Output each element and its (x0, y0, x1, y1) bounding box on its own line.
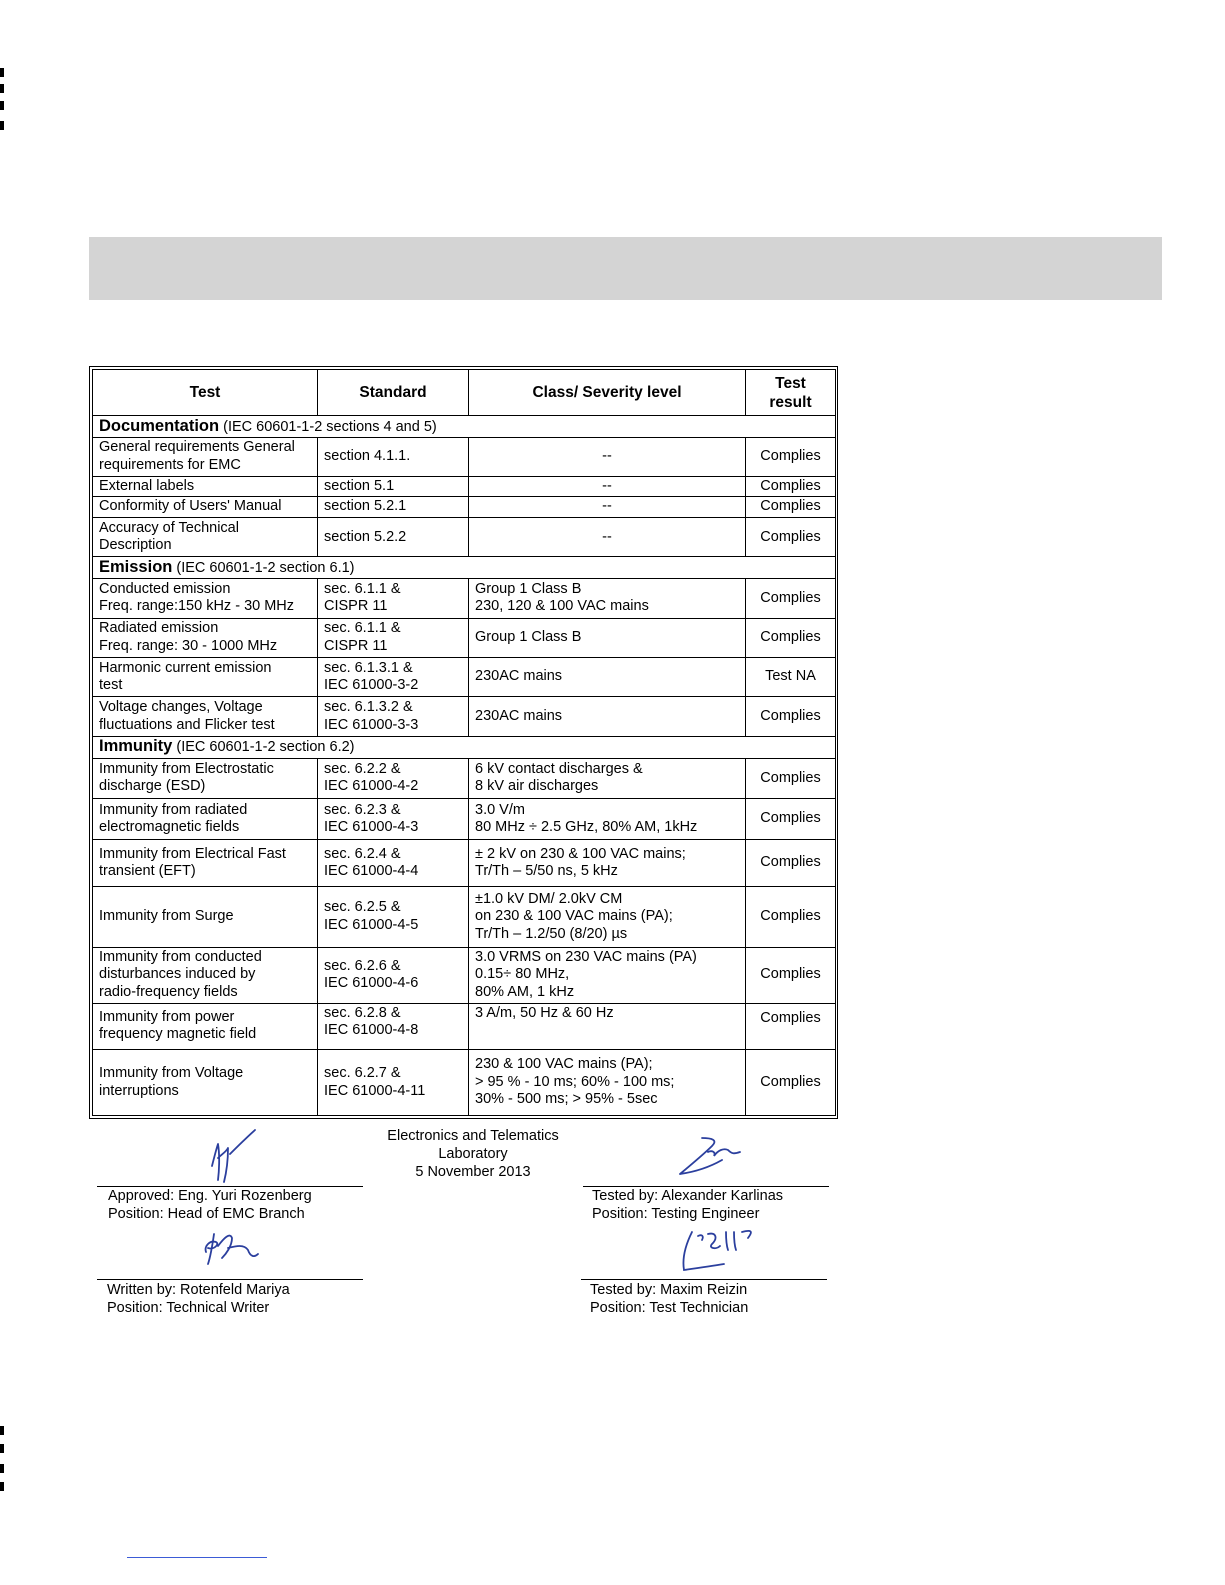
cell-test-text: Immunity from Electrical Fast transient (EFT) (99, 845, 286, 880)
cell-class (469, 618, 746, 657)
cell-result-text: Complies (760, 477, 821, 494)
signature-tested2 (668, 1224, 778, 1280)
cell-result-text: Complies (760, 1009, 821, 1026)
cell-class-text: -- (602, 528, 612, 545)
cell-standard (318, 438, 469, 476)
report-date: 5 November 2013 (415, 1164, 531, 1180)
cell-test (93, 618, 318, 657)
cell-result (746, 799, 836, 840)
cell-test (93, 476, 318, 497)
cell-standard-text: section 5.2.2 (324, 528, 407, 545)
cell-class (469, 758, 746, 798)
approved-block (108, 1187, 312, 1223)
cell-class (469, 438, 746, 476)
cell-test (93, 438, 318, 476)
cell-result-text: Complies (760, 810, 821, 827)
cell-result (746, 886, 836, 947)
cell-class-text: Group 1 Class B 230, 120 & 100 VAC mains (475, 580, 649, 615)
cell-test-text: Voltage changes, Voltage fluctuations and Flicker test (99, 699, 275, 733)
cell-result (746, 618, 836, 657)
signature-written (196, 1224, 266, 1272)
cell-test (93, 886, 318, 947)
cell-result-text: Complies (760, 528, 821, 545)
crop-mark (0, 1444, 4, 1453)
header-result: Test result (746, 370, 836, 416)
cell-standard-text: section 5.1 (324, 477, 395, 494)
tested1-block (592, 1187, 783, 1223)
section-row (93, 736, 836, 758)
cell-result-text: Test NA (765, 668, 816, 685)
cell-standard (318, 476, 469, 497)
cell-standard-text: sec. 6.2.7 & IEC 61000-4-11 (324, 1065, 426, 1099)
section-title (93, 736, 836, 758)
crop-mark (0, 1482, 4, 1491)
cell-result-text: Complies (760, 707, 821, 724)
cell-result-text: Complies (760, 448, 821, 465)
table-row (93, 497, 836, 518)
cell-test-text: External labels (99, 477, 195, 494)
cell-standard (318, 758, 469, 798)
cell-standard-text: sec. 6.2.8 & IEC 61000-4-8 (324, 1004, 419, 1039)
cell-class-text: 3.0 V/m 80 MHz ÷ 2.5 GHz, 80% AM, 1kHz (475, 801, 698, 836)
crop-mark (0, 101, 4, 110)
cell-class-text: 3.0 VRMS on 230 VAC mains (PA) 0.15÷ 80 MHz, 80% AM, 1 kHz (475, 948, 697, 1000)
cell-result-text: Complies (760, 498, 821, 515)
cell-standard (318, 579, 469, 618)
footer-link-underline (127, 1557, 267, 1558)
cell-class (469, 886, 746, 947)
cell-test-text: Immunity from Voltage interruptions (99, 1065, 244, 1099)
cell-test-text: Immunity from Surge (99, 908, 234, 924)
table-row (93, 518, 836, 557)
lab-name-line2: Laboratory (438, 1146, 508, 1162)
table-row (93, 579, 836, 618)
cell-result (746, 697, 836, 736)
signature-line-written (97, 1279, 363, 1280)
signature-approved (200, 1128, 270, 1188)
table-row (93, 438, 836, 476)
test-results-table (92, 369, 836, 1116)
cell-standard (318, 1050, 469, 1116)
section-row (93, 557, 836, 579)
cell-class-text: 230AC mains (475, 668, 563, 685)
cell-class (469, 518, 746, 557)
cell-result (746, 658, 836, 697)
section-reference: (IEC 60601-1-2 section 6.2) (172, 738, 355, 755)
cell-test-text: Conformity of Users' Manual (99, 498, 282, 515)
cell-test (93, 840, 318, 886)
approved-position: Position: Head of EMC Branch (108, 1206, 305, 1222)
cell-class-text: 230 & 100 VAC mains (PA); > 95 % - 10 ms; 60% - 100 ms; 30% - 500 ms; > 95% - 5sec (475, 1056, 675, 1108)
tested1-by: Tested by: Alexander Karlinas (592, 1188, 784, 1204)
cell-result-text: Complies (760, 854, 821, 871)
cell-class-text: -- (602, 498, 612, 515)
crop-mark (0, 121, 4, 130)
cell-standard (318, 658, 469, 697)
table-row (93, 758, 836, 798)
cell-class-text: -- (602, 448, 612, 465)
approved-by: Approved: Eng. Yuri Rozenberg (108, 1188, 312, 1204)
table-row (93, 476, 836, 497)
table-row (93, 697, 836, 736)
cell-class (469, 799, 746, 840)
tested1-position: Position: Testing Engineer (592, 1206, 760, 1222)
cell-result-text: Complies (760, 1073, 821, 1090)
cell-standard-text: sec. 6.2.5 & IEC 61000-4-5 (324, 899, 419, 933)
signature-line-tested2 (581, 1279, 827, 1280)
cell-class-text: 3 A/m, 50 Hz & 60 Hz (475, 1004, 614, 1021)
cell-test (93, 697, 318, 736)
section-reference: (IEC 60601-1-2 section 6.1) (172, 559, 355, 576)
cell-standard-text: sec. 6.2.6 & IEC 61000-4-6 (324, 957, 419, 992)
cell-test (93, 758, 318, 798)
cell-test (93, 1003, 318, 1049)
cell-result (746, 476, 836, 497)
cell-class-text: 6 kV contact discharges & 8 kV air discharges (475, 760, 643, 795)
cell-result (746, 1050, 836, 1116)
cell-test (93, 497, 318, 518)
cell-class-text: ± 2 kV on 230 & 100 VAC mains; Tr/Th – 5/50 ns, 5 kHz (475, 845, 686, 880)
cell-class (469, 1003, 746, 1049)
table-row (93, 886, 836, 947)
cell-class-text: 230AC mains (475, 707, 563, 724)
section-name: Documentation (99, 416, 220, 435)
section-name: Emission (99, 557, 173, 576)
cell-test-text: Immunity from power frequency magnetic field (99, 1008, 257, 1043)
cell-test-text: Immunity from conducted disturbances induced by radio-frequency fields (99, 948, 262, 1000)
cell-standard (318, 886, 469, 947)
header-test: Test (93, 370, 318, 416)
table-row (93, 799, 836, 840)
cell-result (746, 840, 836, 886)
cell-standard (318, 518, 469, 557)
cell-test-text: Conducted emission Freq. range:150 kHz - 30 MHz (99, 580, 295, 615)
signature-tested1 (672, 1132, 752, 1182)
cell-result-text: Complies (760, 629, 821, 646)
test-results-table-frame (89, 366, 838, 1119)
cell-result (746, 758, 836, 798)
cell-standard (318, 1003, 469, 1049)
header-standard: Standard (318, 370, 469, 416)
cell-test (93, 518, 318, 557)
lab-block (360, 1127, 586, 1181)
cell-class (469, 1050, 746, 1116)
table-row (93, 840, 836, 886)
cell-result-text: Complies (760, 966, 821, 983)
lab-name-line1: Electronics and Telematics (387, 1128, 559, 1144)
cell-result-text: Complies (760, 769, 821, 786)
cell-standard-text: sec. 6.2.3 & IEC 61000-4-3 (324, 801, 419, 836)
cell-result (746, 947, 836, 1003)
table-row (93, 1003, 836, 1049)
table-row (93, 618, 836, 657)
cell-test (93, 658, 318, 697)
cell-standard (318, 497, 469, 518)
cell-standard-text: sec. 6.1.1 & CISPR 11 (324, 580, 401, 615)
cell-result (746, 1003, 836, 1049)
cell-class (469, 658, 746, 697)
cell-standard-text: section 5.2.1 (324, 498, 407, 515)
cell-test (93, 579, 318, 618)
crop-mark (0, 1426, 4, 1435)
crop-mark (0, 68, 4, 77)
cell-standard (318, 697, 469, 736)
cell-test (93, 1050, 318, 1116)
tested2-block (590, 1281, 748, 1317)
cell-class-text: Group 1 Class B (475, 629, 582, 646)
section-reference: (IEC 60601-1-2 sections 4 and 5) (219, 418, 437, 435)
cell-test-text: General requirements General requirements for EMC (99, 439, 295, 473)
cell-standard-text: sec. 6.2.2 & IEC 61000-4-2 (324, 760, 419, 795)
table-row (93, 658, 836, 697)
header-class: Class/ Severity level (469, 370, 746, 416)
cell-result (746, 579, 836, 618)
section-title (93, 557, 836, 579)
table-row (93, 947, 836, 1003)
cell-class (469, 579, 746, 618)
cell-class (469, 697, 746, 736)
crop-mark (0, 84, 4, 93)
header-banner (89, 237, 1162, 300)
cell-test-text: Harmonic current emission test (99, 659, 272, 694)
section-name: Immunity (99, 736, 173, 755)
cell-result-text: Complies (760, 908, 821, 924)
cell-standard (318, 799, 469, 840)
cell-standard (318, 618, 469, 657)
cell-standard-text: sec. 6.1.3.2 & IEC 61000-3-3 (324, 699, 419, 733)
cell-test-text: Immunity from Electrostatic discharge (ESD) (99, 760, 274, 795)
crop-mark (0, 1464, 4, 1473)
cell-standard-text: sec. 6.1.1 & CISPR 11 (324, 620, 401, 654)
cell-result (746, 497, 836, 518)
cell-test (93, 947, 318, 1003)
cell-class (469, 840, 746, 886)
cell-test-text: Accuracy of Technical Description (99, 519, 239, 554)
table-header-row (93, 370, 836, 416)
written-position: Position: Technical Writer (107, 1300, 270, 1316)
cell-result (746, 518, 836, 557)
tested2-position: Position: Test Technician (590, 1300, 749, 1316)
written-by: Written by: Rotenfeld Mariya (107, 1282, 290, 1298)
cell-result-text: Complies (760, 589, 821, 606)
section-title (93, 416, 836, 438)
cell-standard (318, 840, 469, 886)
cell-standard-text: sec. 6.2.4 & IEC 61000-4-4 (324, 845, 419, 880)
written-block (107, 1281, 290, 1317)
cell-standard-text: sec. 6.1.3.1 & IEC 61000-3-2 (324, 659, 419, 694)
cell-class (469, 497, 746, 518)
cell-standard (318, 947, 469, 1003)
cell-standard-text: section 4.1.1. (324, 448, 411, 465)
cell-test (93, 799, 318, 840)
table-row (93, 1050, 836, 1116)
tested2-by: Tested by: Maxim Reizin (590, 1282, 748, 1298)
cell-class (469, 476, 746, 497)
cell-class-text: -- (602, 477, 612, 494)
cell-test-text: Radiated emission Freq. range: 30 - 1000 MHz (99, 620, 278, 654)
cell-class-text: ±1.0 kV DM/ 2.0kV CM on 230 & 100 VAC mains (PA); Tr/Th – 1.2/50 (8/20) µs (475, 890, 673, 942)
cell-test-text: Immunity from radiated electromagnetic fields (99, 801, 248, 836)
cell-result (746, 438, 836, 476)
cell-class (469, 947, 746, 1003)
section-row (93, 416, 836, 438)
